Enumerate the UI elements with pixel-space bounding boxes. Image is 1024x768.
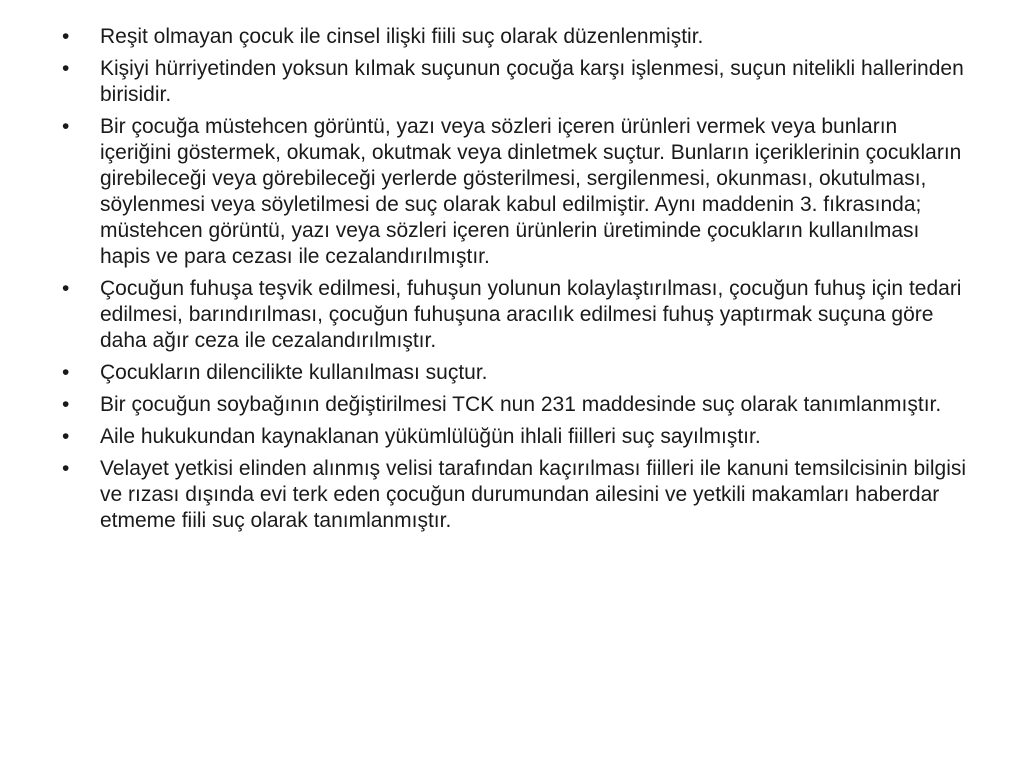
bullet-dot-icon: • xyxy=(62,57,70,80)
bullet-text: Çocuğun fuhuşa teşvik edilmesi, fuhuşun yolunun kolaylaştırılması, çocuğun fuhuş için tedari edilmesi, barındırılması, çocuğun fuhuşuna aracılık edilmesi fuhuş yaptırmak suçuna göre daha ağır ceza ile cezalandırılmıştır. xyxy=(100,277,962,352)
bullet-dot-icon: • xyxy=(62,393,70,416)
bullet-text: Bir çocuğun soybağının değiştirilmesi TCK nun 231 maddesinde suç olarak tanımlanmıştır. xyxy=(100,393,942,416)
bullet-item xyxy=(60,392,970,418)
bullet-text: Aile hukukundan kaynaklanan yükümlülüğün ihlali fiilleri suç sayılmıştır. xyxy=(100,425,761,448)
bullet-text: Reşit olmayan çocuk ile cinsel ilişki fiili suç olarak düzenlenmiştir. xyxy=(100,25,704,48)
bullet-item xyxy=(60,114,970,270)
bullet-dot-icon: • xyxy=(62,25,70,48)
bullet-text: Çocukların dilencilikte kullanılması suçtur. xyxy=(100,361,488,384)
bullet-dot-icon: • xyxy=(62,277,70,300)
bullet-item xyxy=(60,24,970,50)
bullet-item xyxy=(60,456,970,534)
bullet-list xyxy=(60,24,970,540)
bullet-dot-icon: • xyxy=(62,457,70,480)
bullet-dot-icon: • xyxy=(62,425,70,448)
bullet-text: Bir çocuğa müstehcen görüntü, yazı veya sözleri içeren ürünleri vermek veya bunların içeriğini göstermek, okumak, okutmak veya dinletmek suçtur. Bunların içeriklerinin çocukların girebileceği veya görebileceği yerlerde gösterilmesi, sergilenmesi, okunması, okutulması, söylenmesi veya söyletilmesi de suç olarak kabul edilmiştir. Aynı maddenin 3. fıkrasında; müstehcen görüntü, yazı veya sözleri içeren ürünlerin üretiminde çocukların kullanılması hapis ve para cezası ile cezalandırılmıştır. xyxy=(100,115,962,268)
bullet-item xyxy=(60,276,970,354)
bullet-item xyxy=(60,424,970,450)
bullet-text: Velayet yetkisi elinden alınmış velisi tarafından kaçırılması fiilleri ile kanuni temsilcisinin bilgisi ve rızası dışında evi terk eden çocuğun durumundan ailesini ve yetkili makamları haberdar etmeme fiili suç olarak tanımlanmıştır. xyxy=(100,457,967,532)
bullet-dot-icon: • xyxy=(62,361,70,384)
bullet-item xyxy=(60,360,970,386)
bullet-text: Kişiyi hürriyetinden yoksun kılmak suçunun çocuğa karşı işlenmesi, suçun nitelikli hallerinden birisidir. xyxy=(100,57,964,106)
bullet-item xyxy=(60,56,970,108)
bullet-dot-icon: • xyxy=(62,115,70,138)
